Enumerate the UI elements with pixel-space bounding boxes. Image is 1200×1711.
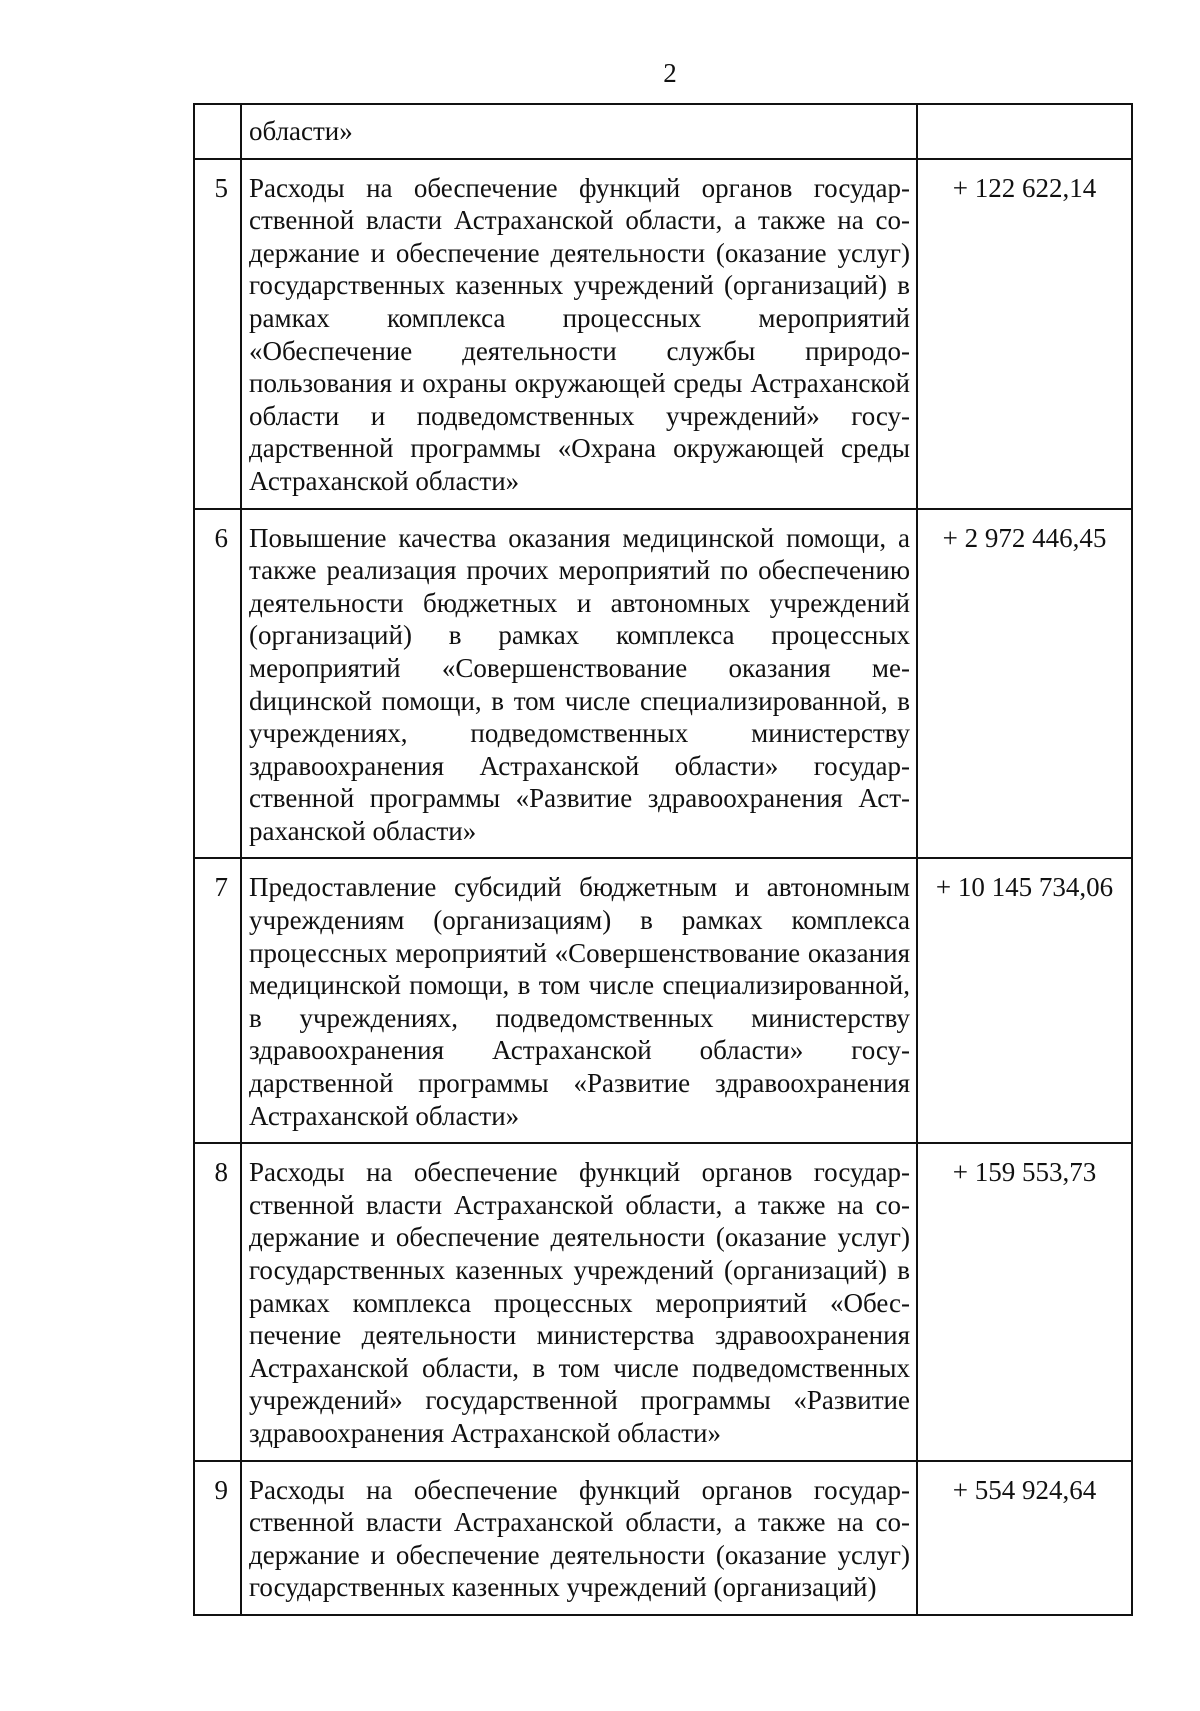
row-amount: + 2 972 446,45 <box>917 509 1132 859</box>
row-number: 8 <box>194 1143 241 1460</box>
table-row <box>194 1143 1132 1460</box>
budget-table <box>193 103 1133 1616</box>
row-description: Предоставление субсидий бюджетным и автономным учреждениям (организациям) в рамках комплекса процессных мероприятий «Совершенствование оказания медицинской помощи, в том числе специализированной, в учреждениях, подведомственных министерству здравоохранения Астраханской области» государственной программы «Развитие здравоохранения Астраханской области» <box>241 858 917 1143</box>
table-row <box>194 1461 1132 1615</box>
row-number: 9 <box>194 1461 241 1615</box>
row-amount: + 159 553,73 <box>917 1143 1132 1460</box>
row-number <box>194 104 241 159</box>
row-number: 5 <box>194 159 241 509</box>
row-amount <box>917 104 1132 159</box>
page-number: 2 <box>663 58 677 88</box>
row-description: области» <box>241 104 917 159</box>
row-number: 7 <box>194 858 241 1143</box>
table-row <box>194 509 1132 859</box>
row-description: Расходы на обеспечение функций органов государственной власти Астраханской области, а также на содержание и обеспечение деятельности (оказание услуг) государственных казенных учреждений (организаций) в рамках комплекса процессных мероприятий «Обеспечение деятельности министерства здравоохранения Астраханской области, в том числе подведомственных учреждений» государственной программы «Развитие здравоохранения Астраханской области» <box>241 1143 917 1460</box>
row-description: Расходы на обеспечение функций органов государственной власти Астраханской области, а также на содержание и обеспечение деятельности (оказание услуг) государственных казенных учреждений (организаций) <box>241 1461 917 1615</box>
row-amount: + 122 622,14 <box>917 159 1132 509</box>
table-row <box>194 858 1132 1143</box>
row-amount: + 554 924,64 <box>917 1461 1132 1615</box>
table-row <box>194 104 1132 159</box>
row-description: Повышение качества оказания медицинской помощи, а также реализация прочих мероприятий по обеспечению деятельности бюджетных и автономных учреждений (организаций) в рамках комплекса процессных мероприятий «Совершенствование оказания меdицинской помощи, в том числе специализированной, в учреждениях, подведомственных министерству здравоохранения Астраханской области» государственной программы «Развитие здравоохранения Астраханской области» <box>241 509 917 859</box>
row-description: Расходы на обеспечение функций органов государственной власти Астраханской области, а также на содержание и обеспечение деятельности (оказание услуг) государственных казенных учреждений (организаций) в рамках комплекса процессных мероприятий «Обеспечение деятельности службы природопользования и охраны окружающей среды Астраханской области и подведомственных учреждений» государственной программы «Охрана окружающей среды Астраханской области» <box>241 159 917 509</box>
table-row <box>194 159 1132 509</box>
row-number: 6 <box>194 509 241 859</box>
row-amount: + 10 145 734,06 <box>917 858 1132 1143</box>
